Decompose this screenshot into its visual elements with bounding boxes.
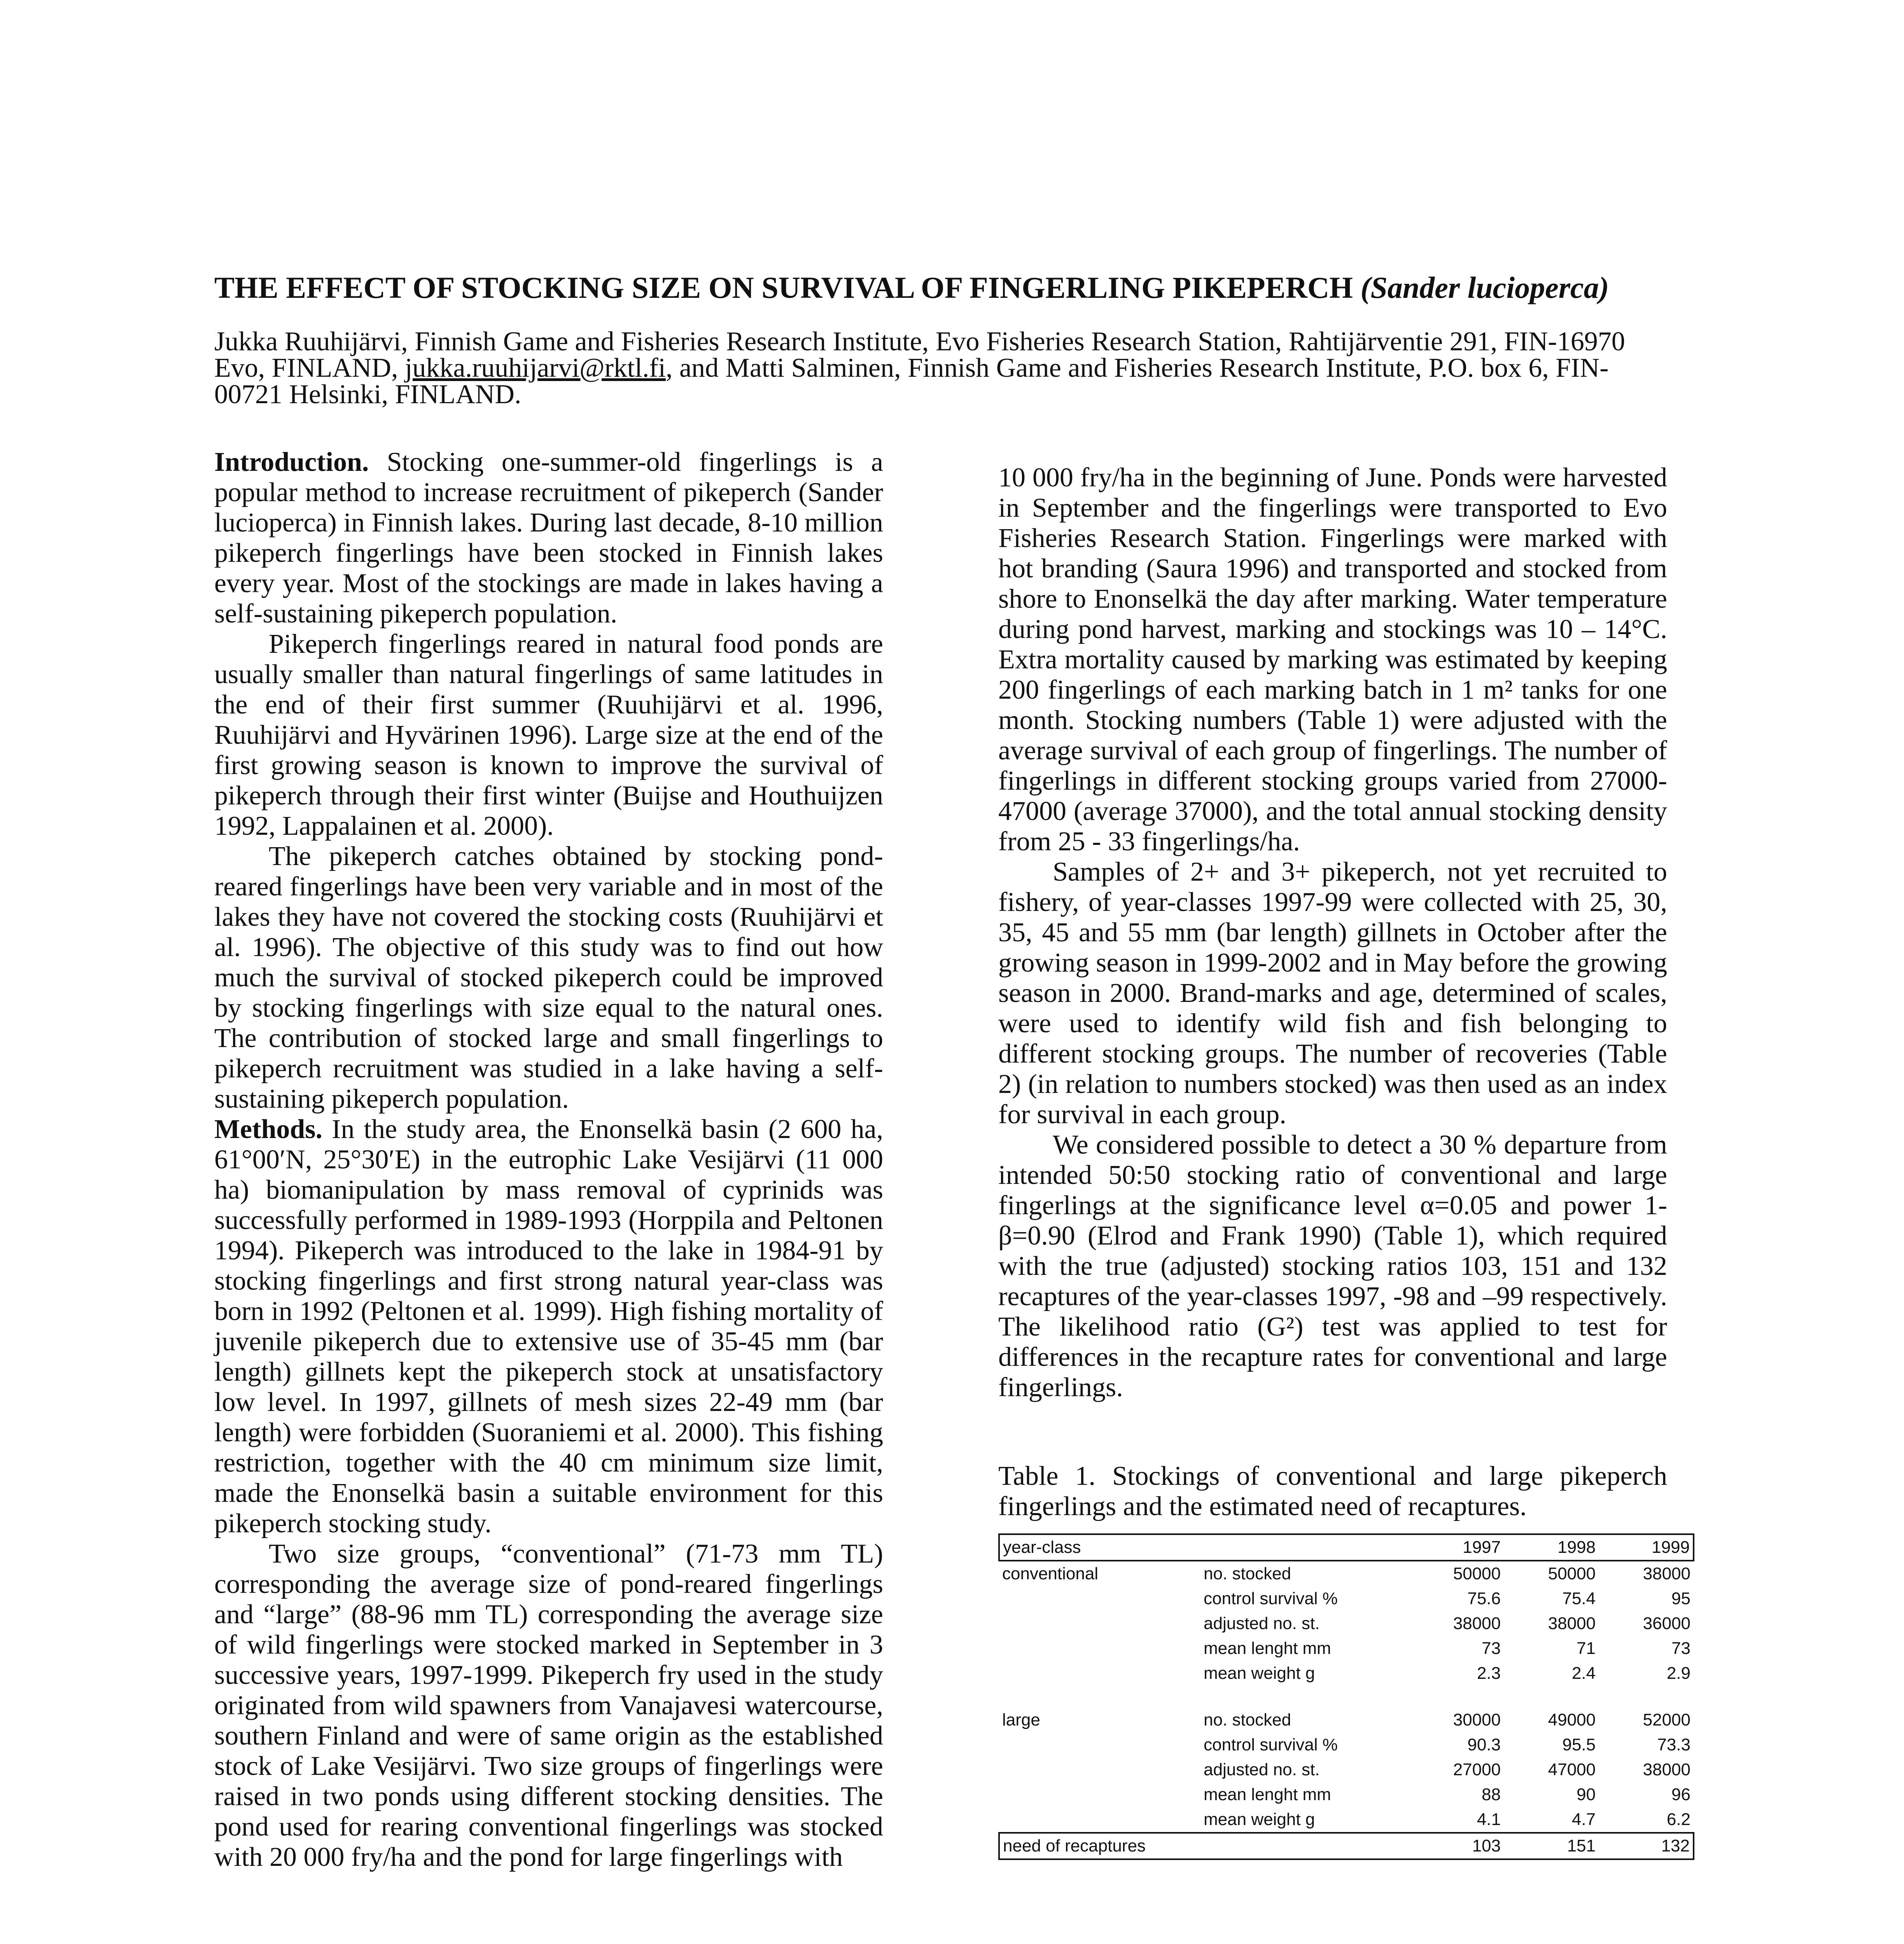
table-spacer-row [999,1686,1694,1708]
table-cell: 2.4 [1572,1664,1596,1683]
left-column [214,447,883,1872]
table-cell: 49000 [1548,1710,1596,1729]
table-header-row [999,1534,1694,1561]
methods-heading: Methods. [214,1114,323,1144]
table-cell: 151 [1504,1833,1599,1859]
group-label-large: large [1002,1710,1040,1729]
author-email-link[interactable]: jukka.ruuhijarvi@rktl.fi [404,353,666,383]
methods-paragraph-2: Two size groups, “conventional” (71-73 mm TL) corresponding the average size of pond-reared fingerlings and “large” (88-96 mm TL) corresponding the average size of wild fingerlings were stocked marked in September in 3 successive years, 1997-1999. Pikeperch fry used in the study originated from wild spawners from Vanajavesi watercourse, southern Finland and were of same origin as the established stock of Lake Vesijärvi. Two size groups of fingerlings were raised in two ponds using different stocking densities. The pond used for rearing conventional fingerlings was stocked with 20 000 fry/ha and the pond for large fingerlings with [214,1539,883,1872]
intro-paragraph-1 [214,447,883,629]
table-row [999,1782,1694,1807]
table-1-caption: Table 1. Stockings of conventional and large pikeperch fingerlings and the estimated need of recaptures. [998,1461,1667,1521]
table-footer-row [999,1833,1694,1859]
measure-label: mean lenght mm [1204,1785,1331,1804]
measure-label: mean weight g [1204,1664,1315,1683]
right-paragraph-2: Samples of 2+ and 3+ pikeperch, not yet recruited to fishery, of year-classes 1997-99 were collected with 25, 30, 35, 45 and 55 mm (bar length) gillnets in October after the growing season in 1999-2002 and in May before the growing season in 2000. Brand-marks and age, determined of scales, were used to identify wild fish and fish belonging to different stocking groups. The number of recoveries (Table 2) (in relation to numbers stocked) was then used as an index for survival in each group. [998,857,1667,1129]
table-cell: 95 [1671,1589,1690,1608]
group-label-conventional: conventional [1002,1564,1099,1583]
measure-label: adjusted no. st. [1204,1614,1320,1633]
table-cell: 47000 [1548,1760,1596,1779]
methods-text-1: In the study area, the Enonselkä basin (2 600 ha, 61°00′N, 25°30′E) in the eutrophic Lake Vesijärvi (11 000 ha) biomanipulation by mass removal of cyprinids was successfully performed in 1989-1993 (Horppila and Peltonen 1994). Pikeperch was introduced to the lake in 1984-91 by stocking fingerlings and first strong natural year-class was born in 1992 (Peltonen et al. 1999). High fishing mortality of juvenile pikeperch due to extensive use of 35-45 mm (bar length) gillnets kept the pikeperch stock at unsatisfactory low level. In 1997, gillnets of mesh sizes 22-49 mm (bar length) were forbidden (Suoraniemi et al. 2000). This fishing restriction, together with the 40 cm minimum size limit, made the Enonselkä basin a suitable environment for this pikeperch stocking study. [214,1114,884,1538]
need-of-recaptures-label: need of recaptures [999,1833,1200,1859]
measure-label: mean lenght mm [1204,1639,1331,1658]
table-cell: 52000 [1643,1710,1690,1729]
authors-part2: , and Matti Salminen, Finnish Game and Fisheries Research Institute, P.O. box 6, FIN-00721 Helsinki, FINLAND. [214,353,1609,409]
measure-label: control survival % [1204,1735,1338,1754]
table-cell: 2.3 [1477,1664,1501,1683]
table-cell: 75.6 [1467,1589,1501,1608]
table-cell: 38000 [1643,1564,1690,1583]
measure-label: no. stocked [1204,1564,1292,1583]
table-cell: 30000 [1453,1710,1501,1729]
table-cell: 50000 [1548,1564,1596,1583]
table-row [999,1661,1694,1686]
methods-paragraph-1 [214,1114,883,1539]
table-cell: 4.7 [1572,1810,1596,1829]
table-cell: 73 [1671,1639,1690,1658]
table-row [999,1732,1694,1757]
table-cell: 38000 [1643,1760,1690,1779]
table-cell: 50000 [1453,1564,1501,1583]
measure-label: mean weight g [1204,1810,1315,1829]
table-header-year: 1999 [1599,1534,1694,1561]
measure-label: control survival % [1204,1589,1338,1608]
intro-text-1: Stocking one-summer-old fingerlings is a popular method to increase recruitment of pikeperch (Sander lucioperca) in Finnish lakes. During last decade, 8-10 million pikeperch fingerlings have been stocked in Finnish lakes every year. Most of the stockings are made in lakes having a self-sustaining pikeperch population. [214,447,884,629]
table-cell: 103 [1409,1833,1504,1859]
table-header-year: 1997 [1409,1534,1504,1561]
table-cell: 88 [1482,1785,1501,1804]
table-header-label: year-class [999,1534,1200,1561]
title-main: THE EFFECT OF STOCKING SIZE ON SURVIVAL OF FINGERLING PIKEPERCH [214,271,1353,304]
table-cell: 36000 [1643,1614,1690,1633]
table-cell: 96 [1671,1785,1690,1804]
introduction-heading: Introduction. [214,447,369,477]
table-cell: 38000 [1453,1614,1501,1633]
table-row [999,1807,1694,1833]
table-row [999,1611,1694,1636]
table-1 [998,1533,1694,1860]
table-row [999,1708,1694,1732]
table-cell: 75.4 [1562,1589,1596,1608]
table-cell: 73 [1482,1639,1501,1658]
measure-label: no. stocked [1204,1710,1292,1729]
table-cell: 38000 [1548,1614,1596,1633]
author-block [214,329,1634,408]
intro-paragraph-2: Pikeperch fingerlings reared in natural food ponds are usually smaller than natural fingerlings of same latitudes in the end of their first summer (Ruuhijärvi et al. 1996, Ruuhijärvi and Hyvärinen 1996). Large size at the end of the first growing season is known to improve the survival of pikeperch through their first winter (Buijse and Houthuijzen 1992, Lappalainen et al. 2000). [214,629,883,841]
table-cell: 95.5 [1562,1735,1596,1754]
table-row [999,1636,1694,1661]
intro-paragraph-3: The pikeperch catches obtained by stocking pond-reared fingerlings have been very variable and in most of the lakes they have not covered the stocking costs (Ruuhijärvi et al. 1996). The objective of this study was to find out how much the survival of stocked pikeperch could be improved by stocking fingerlings with size equal to the natural ones. The contribution of stocked large and small fingerlings to pikeperch recruitment was studied in a lake having a self-sustaining pikeperch population. [214,841,883,1114]
table-cell: 71 [1577,1639,1596,1658]
right-column [998,463,1690,1860]
table-row [999,1586,1694,1611]
right-paragraph-3: We considered possible to detect a 30 % departure from intended 50:50 stocking ratio of conventional and large fingerlings at the significance level α=0.05 and power 1-β=0.90 (Elrod and Frank 1990) (Table 1), which required with the true (adjusted) stocking ratios 103, 151 and 132 recaptures of the year-classes 1997, -98 and –99 respectively. The likelihood ratio (G²) test was applied to test for differences in the recapture rates for conventional and large fingerlings. [998,1130,1667,1402]
authors-part1: Jukka Ruuhijärvi, Finnish Game and Fisheries Research Institute, Evo Fisheries Research Station, Rahtijärventie 291, FIN-16970 Evo, FINLAND, [214,327,1625,383]
measure-label: adjusted no. st. [1204,1760,1320,1779]
table-cell: 27000 [1453,1760,1501,1779]
table-cell: 4.1 [1477,1810,1501,1829]
table-cell: 90 [1577,1785,1596,1804]
right-paragraph-1: 10 000 fry/ha in the beginning of June. Ponds were harvested in September and the fingerlings were transported to Evo Fisheries Research Station. Fingerlings were marked with hot branding (Saura 1996) and transported and stocked from shore to Enonselkä the day after marking. Water temperature during pond harvest, marking and stockings was 10 – 14°C. Extra mortality caused by marking was estimated by keeping 200 fingerlings of each marking batch in 1 m² tanks for one month. Stocking numbers (Table 1) were adjusted with the average survival of each group of fingerlings. The number of fingerlings in different stocking groups varied from 27000-47000 (average 37000), and the total annual stocking density from 25 - 33 fingerlings/ha. [998,463,1667,857]
table-cell: 2.9 [1666,1664,1690,1683]
table-cell: 132 [1599,1833,1694,1859]
table-row [999,1561,1694,1586]
paper-title [214,268,1731,307]
table-header-year: 1998 [1504,1534,1599,1561]
table-row [999,1757,1694,1782]
table-cell: 73.3 [1657,1735,1690,1754]
table-cell: 90.3 [1467,1735,1501,1754]
title-species: (Sander lucioperca) [1360,271,1609,304]
table-cell: 6.2 [1666,1810,1690,1829]
